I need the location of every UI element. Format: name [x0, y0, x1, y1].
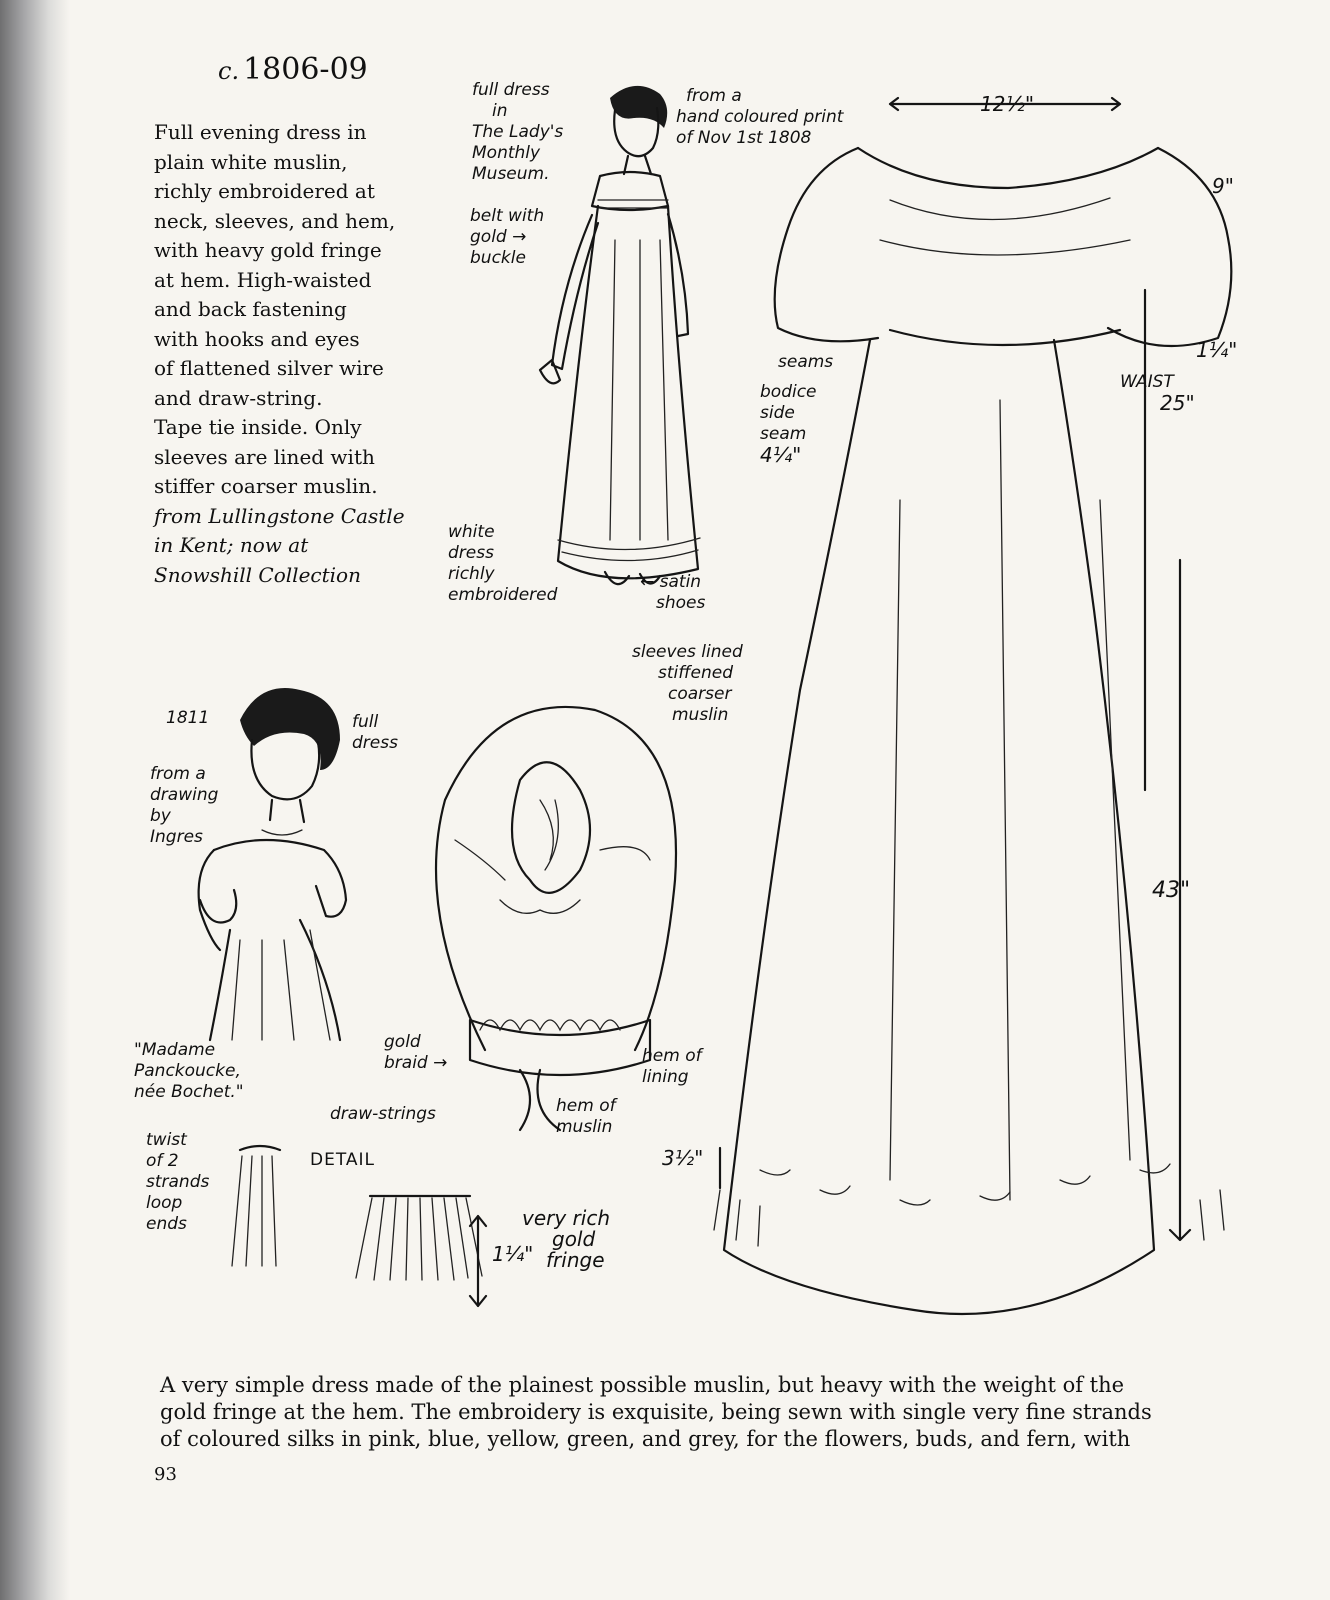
annotation-text: dress [352, 733, 398, 753]
description-line: Full evening dress in [154, 120, 367, 144]
annotation-measure-cuff: 1¼" [1196, 338, 1238, 362]
main-dress-drawing [714, 98, 1231, 1314]
caption-line: gold fringe at the hem. The embroidery is exquisite, being sewn with single very fine strands [160, 1400, 1152, 1424]
annotation-text: full dress [472, 80, 550, 100]
description-line: plain white muslin, [154, 149, 348, 174]
annotation-text: belt with [470, 206, 545, 226]
description-line: richly embroidered at [154, 179, 375, 203]
annotation-text: full [352, 712, 379, 732]
description-line: sleeves are lined with [154, 444, 375, 469]
description-line: with hooks and eyes [154, 326, 360, 351]
sleeve-detail-sketch [436, 707, 676, 1130]
annotation-text: stiffened [658, 663, 733, 683]
annotation-fringe-height: 1¼" [492, 1242, 534, 1266]
annotation-full-dress-print [472, 80, 563, 185]
annotation-text: white [448, 522, 495, 542]
annotation-draw-strings: draw-strings [330, 1104, 436, 1124]
annotation-text: The Lady's [472, 122, 564, 142]
annotation-satin-shoes [640, 572, 705, 614]
annotation-text: of Nov 1st 1808 [676, 128, 812, 148]
description-line: Tape tie inside. Only [154, 415, 362, 439]
source-line: from Lullingstone Castle [154, 503, 405, 528]
annotation-text: ← satin [640, 572, 702, 592]
portrait-sketch [199, 688, 346, 1040]
page-caption [160, 1372, 1165, 1453]
annotation-from-print [676, 86, 843, 149]
annotation-text: hem of [642, 1046, 702, 1066]
annotation-text: 25" [1160, 391, 1195, 415]
annotation-gold-braid [384, 1032, 447, 1074]
annotation-hem-muslin [556, 1096, 616, 1138]
page-number: 93 [154, 1464, 177, 1485]
annotation-from-drawing [150, 764, 218, 848]
annotation-measure-top: 12½" [980, 92, 1035, 116]
annotation-text: embroidered [448, 585, 558, 605]
annotation-text: Panckoucke, [134, 1061, 241, 1081]
annotation-text: muslin [672, 705, 729, 725]
heading-years: 1806-09 [243, 52, 368, 87]
annotation-text: very rich [522, 1206, 611, 1230]
annotation-text: WAIST [1120, 372, 1174, 392]
annotation-text: shoes [656, 593, 706, 613]
annotation-text: from a [150, 764, 206, 784]
annotation-measure-hem: 3½" [662, 1146, 704, 1170]
annotation-text: hem of [556, 1096, 616, 1116]
description-line: of flattened silver wire [154, 356, 384, 380]
annotation-text: loop [146, 1193, 183, 1213]
annotation-twist [146, 1130, 209, 1235]
annotation-text: née Bochet." [134, 1082, 244, 1102]
annotation-text: of 2 [146, 1151, 179, 1171]
annotation-text: from a [686, 86, 742, 106]
annotation-detail: DETAIL [310, 1150, 376, 1170]
annotation-text: coarser [668, 684, 732, 704]
annotation-text: "Madame [134, 1040, 216, 1060]
annotation-white-dress [448, 522, 557, 606]
annotation-measure-length: 43" [1152, 878, 1191, 903]
annotation-bodice-side-seam [760, 382, 817, 466]
source-line: in Kent; now at [154, 533, 309, 557]
description-line: stiffer coarser muslin. [154, 474, 378, 498]
annotation-hem-lining [642, 1046, 702, 1088]
annotation-text: gold [552, 1227, 596, 1251]
annotation-sleeves-lined [632, 642, 743, 726]
fashion-plate-figure [540, 86, 700, 584]
annotation-text: sleeves lined [632, 642, 743, 662]
annotation-text: Ingres [150, 827, 203, 847]
caption-line: A very simple dress made of the plainest possible muslin, but heavy with the weight of the [160, 1373, 1125, 1397]
annotation-text: muslin [556, 1117, 613, 1137]
annotation-text: Monthly [472, 143, 541, 163]
annotation-madame [134, 1040, 244, 1103]
caption-line: of coloured silks in pink, blue, yellow, green, and grey, for the flowers, buds, and fern, with [160, 1427, 1131, 1451]
annotation-full-dress-portrait [352, 712, 398, 754]
description-line: at hem. High-waisted [154, 267, 372, 292]
annotation-measure-sleeve: 9" [1212, 174, 1234, 198]
annotation-text: in [492, 101, 508, 121]
annotation-text: gold → [470, 227, 527, 247]
description-line: with heavy gold fringe [154, 238, 382, 262]
heading-circa: c. [218, 57, 240, 85]
annotation-text: fringe [546, 1248, 605, 1272]
annotation-waist [1120, 372, 1195, 414]
description-line: and back fastening [154, 297, 347, 321]
annotation-text: twist [146, 1130, 187, 1150]
annotation-text: ends [146, 1214, 187, 1234]
annotation-text: strands [146, 1172, 210, 1192]
annotation-text: bodice [760, 382, 817, 402]
annotation-text: gold [384, 1032, 421, 1052]
annotation-text: lining [642, 1067, 689, 1087]
annotation-text: seam [760, 424, 807, 444]
annotation-text: richly [448, 564, 495, 584]
annotation-text: side [760, 403, 795, 423]
annotation-text: 4¼" [760, 443, 802, 467]
annotation-text: Museum. [472, 164, 550, 184]
annotation-belt [470, 206, 544, 269]
description-line: neck, sleeves, and hem, [154, 208, 396, 233]
annotation-text: buckle [470, 248, 526, 268]
annotation-very-rich-fringe [522, 1208, 610, 1271]
description-line: and draw-string. [154, 385, 323, 410]
annotation-text: drawing [150, 785, 219, 805]
annotation-seams: seams [778, 352, 834, 372]
annotation-text: by [150, 806, 171, 826]
annotation-text: dress [448, 543, 494, 563]
source-line: Snowshill Collection [154, 562, 361, 587]
annotation-year-1811: 1811 [166, 708, 210, 728]
annotation-text: braid → [384, 1053, 448, 1073]
annotation-text: hand coloured print [676, 107, 844, 127]
